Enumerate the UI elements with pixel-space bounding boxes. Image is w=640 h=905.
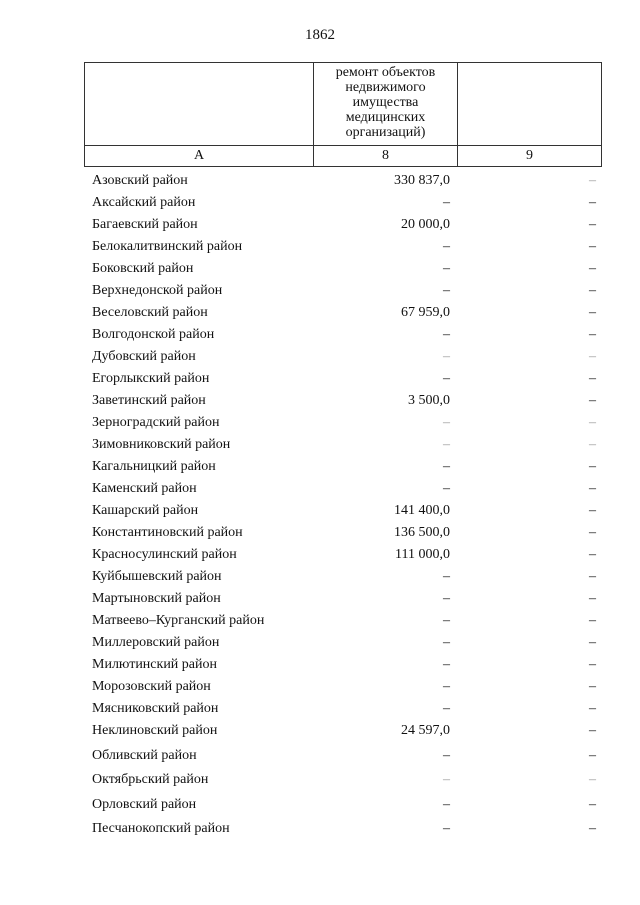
district-name: Кагальницкий район xyxy=(92,459,216,474)
district-name: Азовский район xyxy=(92,173,188,188)
district-name: Орловский район xyxy=(92,796,197,812)
table-row xyxy=(84,698,600,720)
value-col9: – xyxy=(589,195,596,210)
header-col3-text xyxy=(458,63,602,146)
value-col9: – xyxy=(589,173,596,188)
value-col9: – xyxy=(589,327,596,342)
value-col8: – xyxy=(443,437,450,452)
table-row xyxy=(84,280,600,302)
value-col9: – xyxy=(589,437,596,452)
table-row xyxy=(84,544,600,566)
value-col8: – xyxy=(443,283,450,298)
table-row xyxy=(84,632,600,654)
value-col8: 136 500,0 xyxy=(394,525,450,540)
table-row xyxy=(84,610,600,632)
value-col8: 20 000,0 xyxy=(401,217,450,232)
district-name: Матвеево–Курганский район xyxy=(92,613,265,628)
district-name: Веселовский район xyxy=(92,305,208,320)
district-name: Морозовский район xyxy=(92,679,211,694)
value-col8: – xyxy=(443,415,450,430)
value-col8: – xyxy=(443,261,450,276)
value-col8: – xyxy=(443,327,450,342)
value-col9: – xyxy=(589,635,596,650)
district-name: Песчанокопский район xyxy=(92,821,230,837)
district-name: Аксайский район xyxy=(92,195,196,210)
value-col9: – xyxy=(589,796,596,812)
table-row xyxy=(84,566,600,588)
table-row xyxy=(84,412,600,434)
value-col9: – xyxy=(589,747,596,763)
district-name: Егорлыкский район xyxy=(92,371,210,386)
table-row xyxy=(84,302,600,324)
value-col8: 330 837,0 xyxy=(394,173,450,188)
value-col9: – xyxy=(589,217,596,232)
table-row xyxy=(84,434,600,456)
value-col8: – xyxy=(443,349,450,364)
value-col8: 67 959,0 xyxy=(401,305,450,320)
table-row xyxy=(84,324,600,346)
table-row xyxy=(84,478,600,500)
value-col8: – xyxy=(443,569,450,584)
district-name: Багаевский район xyxy=(92,217,198,232)
table-header xyxy=(84,62,602,167)
district-name: Каменский район xyxy=(92,481,197,496)
table-row xyxy=(84,500,600,522)
district-name: Белокалитвинский район xyxy=(92,239,243,254)
value-col8: – xyxy=(443,635,450,650)
value-col8: – xyxy=(443,796,450,812)
district-name: Неклиновский район xyxy=(92,723,218,738)
value-col9: – xyxy=(589,701,596,716)
district-name: Красносулинский район xyxy=(92,547,237,562)
district-name: Мясниковский район xyxy=(92,701,219,716)
table-row xyxy=(84,236,600,258)
district-name: Милютинский район xyxy=(92,657,218,672)
district-name: Обливский район xyxy=(92,747,197,763)
value-col9: – xyxy=(589,349,596,364)
value-col8: – xyxy=(443,591,450,606)
header-col2-text: ремонт объектов недвижимого имущества медицинских организаций) xyxy=(314,63,458,146)
value-col8: – xyxy=(443,821,450,837)
value-col9: – xyxy=(589,305,596,320)
value-col9: – xyxy=(589,283,596,298)
table-row xyxy=(84,818,600,843)
value-col8: – xyxy=(443,481,450,496)
value-col9: – xyxy=(589,393,596,408)
value-col8: – xyxy=(443,239,450,254)
table-row xyxy=(84,170,600,192)
district-name: Миллеровский район xyxy=(92,635,220,650)
value-col9: – xyxy=(589,772,596,788)
district-name: Октябрьский район xyxy=(92,772,209,788)
value-col9: – xyxy=(589,569,596,584)
value-col8: – xyxy=(443,371,450,386)
table-row xyxy=(84,720,600,745)
table-row xyxy=(84,346,600,368)
district-name: Мартыновский район xyxy=(92,591,221,606)
data-rows xyxy=(84,170,600,843)
value-col8: – xyxy=(443,195,450,210)
district-name: Куйбышевский район xyxy=(92,569,222,584)
value-col8: 111 000,0 xyxy=(395,547,450,562)
value-col9: – xyxy=(589,657,596,672)
header-col2-num: 8 xyxy=(314,146,458,167)
table-row xyxy=(84,588,600,610)
value-col9: – xyxy=(589,613,596,628)
header-col1-text xyxy=(85,63,314,146)
district-name: Кашарский район xyxy=(92,503,199,518)
district-name: Зерноградский район xyxy=(92,415,220,430)
district-name: Зимовниковский район xyxy=(92,437,231,452)
value-col8: 24 597,0 xyxy=(401,723,450,738)
district-name: Волгодонской район xyxy=(92,327,215,342)
table-row xyxy=(84,654,600,676)
value-col9: – xyxy=(589,415,596,430)
table-row xyxy=(84,368,600,390)
table-row xyxy=(84,745,600,770)
value-col9: – xyxy=(589,679,596,694)
table-row xyxy=(84,258,600,280)
district-name: Боковский район xyxy=(92,261,194,276)
table-row xyxy=(84,676,600,698)
value-col9: – xyxy=(589,239,596,254)
value-col9: – xyxy=(589,723,596,738)
table-row xyxy=(84,390,600,412)
page-number: 1862 xyxy=(305,27,335,43)
value-col8: 3 500,0 xyxy=(408,393,450,408)
value-col8: – xyxy=(443,772,450,788)
table-row xyxy=(84,456,600,478)
district-name: Заветинский район xyxy=(92,393,206,408)
table-row xyxy=(84,794,600,819)
district-name: Константиновский район xyxy=(92,525,243,540)
value-col9: – xyxy=(589,371,596,386)
header-col1-num: А xyxy=(85,146,314,167)
table-row xyxy=(84,522,600,544)
table-row xyxy=(84,769,600,794)
value-col9: – xyxy=(589,261,596,276)
value-col8: – xyxy=(443,657,450,672)
header-number-row xyxy=(85,146,602,167)
value-col8: – xyxy=(443,459,450,474)
value-col9: – xyxy=(589,547,596,562)
table-row xyxy=(84,214,600,236)
value-col9: – xyxy=(589,481,596,496)
value-col9: – xyxy=(589,459,596,474)
value-col9: – xyxy=(589,591,596,606)
district-name: Дубовский район xyxy=(92,349,196,364)
value-col8: 141 400,0 xyxy=(394,503,450,518)
value-col8: – xyxy=(443,747,450,763)
table-row xyxy=(84,192,600,214)
district-name: Верхнедонской район xyxy=(92,283,223,298)
value-col9: – xyxy=(589,821,596,837)
value-col9: – xyxy=(589,503,596,518)
value-col8: – xyxy=(443,701,450,716)
value-col9: – xyxy=(589,525,596,540)
value-col8: – xyxy=(443,613,450,628)
header-text-row xyxy=(85,63,602,146)
header-col3-num: 9 xyxy=(458,146,602,167)
value-col8: – xyxy=(443,679,450,694)
